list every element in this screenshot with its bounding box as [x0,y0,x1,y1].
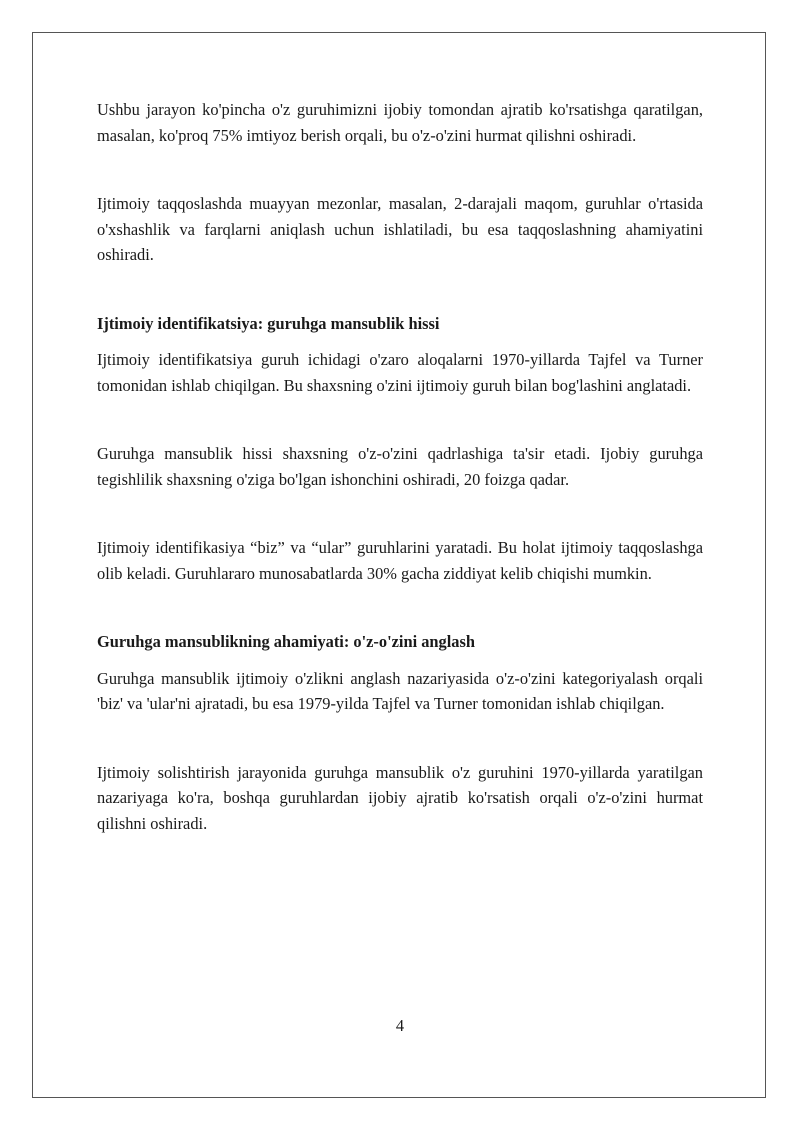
paragraph-7: Ijtimoiy solishtirish jarayonida guruhga mansublik o'z guruhini 1970-yillarda yaratilgan nazariyaga ko'ra, boshqa guruhlardan ijobiy ajratib ko'rsatish orqali o'z-o'zini hurmat qilishni oshiradi. [97,762,703,833]
page-number: 4 [395,1016,405,1035]
spacer [97,655,703,666]
spacer [97,398,703,441]
section-heading-1: Ijtimoiy identifikatsiya: guruhga mansublik hissi [97,313,440,333]
spacer [97,492,703,535]
paragraph-6: Guruhga mansublik ijtimoiy o'zlikni anglash nazariyasida o'z-o'zini kategoriyalash orqali 'biz' va 'ular'ni ajratadi, bu esa 1979-yilda Tajfel va Turner tomonidan ishlab chiqilgan. [97,668,703,713]
paragraph-2: Ijtimoiy taqqoslashda muayyan mezonlar, masalan, 2-darajali maqom, guruhlar o'rtasida o'xshashlik va farqlarni aniqlash uchun ishlatiladi, bu esa taqqoslashning ahamiyatini oshiradi. [97,194,703,264]
spacer [97,586,703,629]
document-body [97,97,703,836]
section-heading-2: Guruhga mansublikning ahamiyati: o'z-o'zini anglash [97,632,475,651]
paragraph-5: Ijtimoiy identifikasiya “biz” va “ular” guruhlarini yaratadi. Bu holat ijtimoiy taqqoslashga olib keladi. Guruhlararo munosabatlarda 30% gacha ziddiyat kelib chiqishi mumkin. [97,538,703,583]
paragraph-4: Guruhga mansublik hissi shaxsning o'z-o'zini qadrlashiga ta'sir etadi. Ijobiy guruhga tegishlilik shaxsning o'ziga bo'lgan ishonchini oshiradi, 20 foizga qadar. [97,444,703,489]
spacer [97,717,703,760]
spacer [97,268,703,311]
paragraph-1: Ushbu jarayon ko'pincha o'z guruhimizni ijobiy tomondan ajratib ko'rsatishga qaratilgan, masalan, ko'proq 75% imtiyoz berish orqali, bu o'z-o'zini hurmat qilishni oshiradi. [97,100,703,145]
spacer [97,336,703,347]
paragraph-3: Ijtimoiy identifikatsiya guruh ichidagi o'zaro aloqalarni 1970-yillarda Tajfel va Turner tomonidan ishlab chiqilgan. Bu shaxsning o'zini ijtimoiy guruh bilan bog'lashini anglatadi. [97,350,703,395]
spacer [97,148,703,191]
